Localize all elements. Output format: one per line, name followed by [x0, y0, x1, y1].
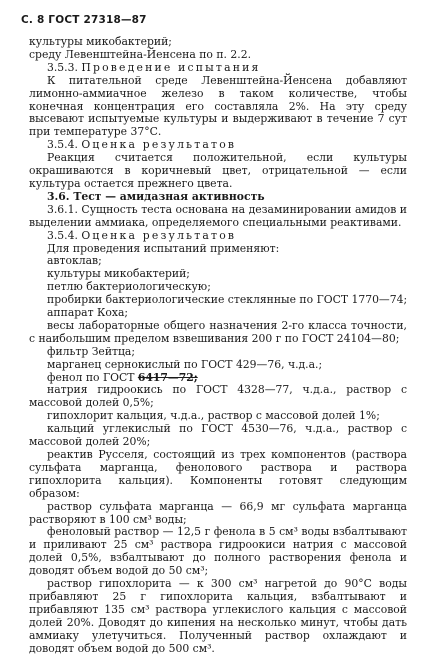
list-item: гипохлорит кальция, ч.д.а., раствор с массовой долей 1%; [47, 409, 380, 423]
list-item: натрия гидроокись по ГОСТ 4328—77, ч.д.а., раствор с массовой долей 0,5%; [29, 383, 407, 410]
page-header: С. 8 ГОСТ 27318—87 [21, 14, 147, 26]
paragraph: раствор сульфата марганца — 66,9 мг сульфата марганца растворяют в 100 см³ воды; [29, 499, 407, 526]
section-number: 3.5.4. [47, 228, 78, 242]
list-item: марганец сернокислый по ГОСТ 429—76, ч.д.а.; [47, 357, 323, 371]
list-item: петлю бактериологическую; [47, 280, 211, 294]
section-heading [29, 230, 407, 243]
section-title: Оценка результатов [81, 138, 237, 152]
list-item: весы лабораторные общего назначения 2-го класса точности, с наибольшим пределом взвешивания 200 г по ГОСТ 24104—80; [29, 318, 407, 345]
list-item: кальций углекислый по ГОСТ 4530—76, ч.д.а., раствор с массовой долей 20%; [29, 422, 407, 449]
paragraph: реактив Русселя, состоящий из трех компонентов (раствора сульфата марганца, фенолового раствора и раствора гипохлорита кальция). Компоненты готовят следующим образом: [29, 448, 407, 500]
paragraph: раствор гипохлорита — к 300 см³ нагретой до 90°С воды прибавляют 25 г гипохлорита кальция, взбалтывают и прибавляют 135 см³ раствора углекислого кальция с массовой долей 20%. Доводят до кипения на несколько минут, чтобы дать аммиаку улетучиться. Полученный раствор охлаждают и доводят объем водой до 500 см³. [29, 577, 407, 655]
list-item-text: фенол по ГОСТ [47, 370, 138, 384]
section-number: 3.5.4. [47, 138, 78, 152]
text-line: среду Левенштейна-Йенсена по п. 2.2. [29, 47, 252, 61]
text-line: культуры микобактерий; [29, 35, 172, 48]
list-item: пробирки бактериологические стеклянные по ГОСТ 1770—74; [47, 293, 408, 307]
section-title: Проведение испытания [81, 60, 261, 74]
section-heading [29, 191, 407, 204]
section-heading [29, 62, 407, 75]
section-title: Тест — амидазная активность [73, 189, 265, 203]
list-item: автоклав; [47, 254, 102, 268]
section-number: 3.6. [47, 189, 70, 203]
paragraph: 3.6.1. Сущность теста основана на дезаминировании амидов и выделении аммиака, определяемого специальными реактивами. [29, 202, 407, 229]
document-body [29, 36, 407, 656]
section-title: Оценка результатов [81, 228, 237, 242]
list-item: аппарат Коха; [47, 306, 129, 320]
text-line: Для проведения испытаний применяют: [47, 241, 280, 255]
paragraph: феноловый раствор — 12,5 г фенола в 5 см³ воды взбалтывают и приливают 25 см³ раствора гидроокиси натрия с массовой долей 0,5%, взбалтывают до полного растворения фенола и доводят объем водой до 50 см³; [29, 525, 407, 578]
list-item: фильтр Зейтца; [47, 344, 136, 358]
list-item: культуры микобактерий; [47, 267, 190, 281]
paragraph: Реакция считается положительной, если культуры окрашиваются в коричневый цвет, отрицательной — если культура остается прежнего цвета. [29, 151, 407, 190]
paragraph: К питательной среде Левенштейна-Йенсена добавляют лимонно-аммиачное железо в таком количестве, чтобы конечная концентрация его составляла 2%. На эту среду высевают испытуемые культуры и выдерживают в течение 7 сут при температуре 37°С. [29, 73, 407, 139]
struck-standard-number: 6417—72; [137, 370, 198, 384]
section-number: 3.5.3. [47, 60, 78, 74]
